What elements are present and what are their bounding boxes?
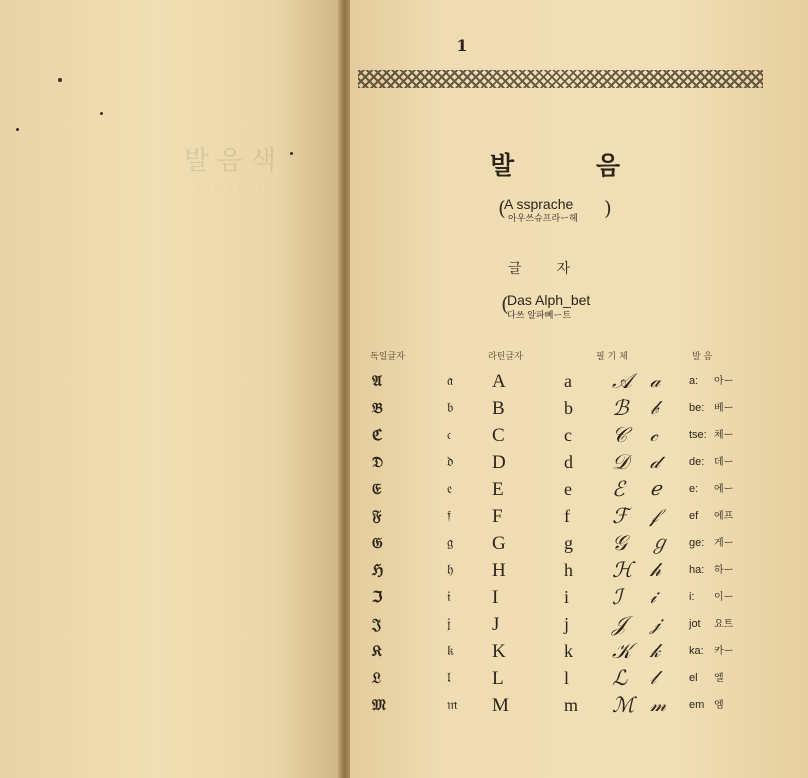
fraktur-lower: 𝔞 (447, 373, 454, 389)
script-lower: 𝓀 (650, 640, 661, 662)
fraktur-lower: 𝔣 (447, 508, 452, 524)
script-upper: 𝒜 (612, 369, 632, 393)
korean-pronunciation: 베ー (714, 403, 734, 414)
latin-upper: G (492, 533, 506, 554)
korean-pronunciation: 요트 (714, 619, 734, 630)
korean-pronunciation: 엘 (714, 673, 724, 684)
script-lower: 𝓁 (650, 667, 657, 689)
pronunciation: i: (689, 591, 695, 603)
script-upper: 𝒟 (612, 450, 629, 474)
korean-pronunciation: 엠 (714, 700, 724, 711)
latin-upper: C (492, 425, 505, 446)
script-lower: 𝒽 (650, 559, 661, 581)
korean-pronunciation: 에프 (714, 511, 734, 522)
fraktur-lower: 𝔤 (447, 535, 454, 551)
pronunciation: el (689, 672, 698, 684)
alphabet-row (0, 665, 808, 692)
latin-lower: b (564, 398, 573, 418)
fraktur-lower: 𝔪 (447, 697, 458, 713)
latin-upper: H (492, 560, 506, 581)
script-upper: 𝒥 (612, 612, 627, 636)
latin-upper: M (492, 695, 509, 716)
paper-speck (16, 128, 19, 131)
column-header-latin: 라틴글자 (488, 352, 523, 362)
latin-upper: B (492, 398, 505, 419)
column-header-pronunciation: 발 음 (692, 352, 713, 362)
fraktur-lower: 𝔦 (447, 589, 451, 605)
script-upper: 𝒞 (612, 423, 628, 447)
fraktur-upper: 𝔏 (372, 669, 381, 687)
column-header-script: 필 기 체 (596, 352, 628, 362)
script-upper: 𝒦 (612, 639, 632, 663)
fraktur-lower: 𝔡 (447, 454, 454, 470)
bleed-through-text: 발 음 색 · · · · · · · (184, 146, 276, 196)
fraktur-lower: 𝔠 (447, 427, 452, 443)
alphabet-row (0, 368, 808, 395)
pronunciation: tse: (689, 429, 707, 441)
fraktur-upper: 𝔅 (372, 399, 383, 417)
pronunciation: ge: (689, 537, 705, 549)
latin-upper: D (492, 452, 506, 473)
open-paren-2: ( (501, 292, 509, 316)
alphabet-row (0, 530, 808, 557)
close-paren: ) (604, 196, 612, 220)
korean-reading-2: 다쓰 알파뻬ー트 (507, 311, 572, 321)
paper-speck (58, 78, 62, 82)
paper-speck (100, 112, 103, 115)
korean-pronunciation: 게ー (714, 538, 734, 549)
script-upper: ℋ (612, 558, 633, 582)
latin-upper: A (492, 371, 506, 392)
title-char-2: 음 (595, 151, 620, 180)
fraktur-upper: 𝔎 (372, 642, 382, 660)
script-lower: 𝒹 (650, 451, 660, 473)
latin-lower: g (564, 533, 573, 553)
script-upper: ℰ (612, 477, 625, 501)
alphabet-row (0, 449, 808, 476)
alphabet-row (0, 638, 808, 665)
alphabet-row (0, 395, 808, 422)
german-title: A ssprache (504, 196, 574, 212)
pronunciation: ka: (689, 645, 704, 657)
fraktur-lower: 𝔟 (447, 400, 454, 416)
fraktur-upper: 𝔊 (372, 534, 383, 552)
alphabet-row (0, 584, 808, 611)
section-char-2: 자 (556, 261, 570, 277)
fraktur-upper: 𝔄 (372, 372, 382, 390)
paper-speck (290, 152, 293, 155)
fraktur-lower: 𝔢 (447, 481, 453, 497)
latin-lower: h (564, 560, 573, 580)
pronunciation: e: (689, 483, 699, 495)
pronunciation: de: (689, 456, 705, 468)
pronunciation: jot (689, 618, 701, 630)
latin-upper: E (492, 479, 504, 500)
latin-upper: K (492, 641, 506, 662)
latin-lower: d (564, 452, 573, 472)
script-lower: 𝒾 (650, 586, 657, 608)
script-lower: ℯ (650, 478, 662, 500)
pronunciation: ha: (689, 564, 705, 576)
script-lower: ℊ (650, 532, 670, 554)
latin-lower: e (564, 479, 572, 499)
latin-upper: L (492, 668, 504, 689)
korean-pronunciation: 하ー (714, 565, 734, 576)
title-char-1: 발 (490, 151, 515, 180)
fraktur-upper: ℭ (372, 426, 383, 444)
script-lower: 𝒸 (650, 424, 658, 446)
latin-upper: J (492, 614, 500, 635)
section-title (508, 258, 570, 278)
script-lower: 𝒶 (650, 370, 661, 392)
script-lower: 𝓂 (650, 694, 667, 716)
fraktur-lower: 𝔧 (447, 616, 451, 632)
fraktur-upper: ℌ (372, 561, 384, 579)
fraktur-upper: 𝔉 (372, 507, 382, 525)
pronunciation: ef (689, 510, 699, 522)
alphabet-row (0, 611, 808, 638)
pronunciation: em (689, 699, 705, 711)
fraktur-upper: 𝔇 (372, 453, 384, 471)
alphabet-row (0, 476, 808, 503)
column-header-fraktur: 독일글자 (370, 352, 405, 362)
page-title (490, 146, 620, 182)
korean-pronunciation: 데ー (714, 457, 734, 468)
script-upper: 𝒢 (612, 531, 627, 555)
script-lower: 𝒿 (650, 613, 661, 635)
pronunciation: a: (689, 375, 699, 387)
latin-lower: c (564, 425, 572, 445)
page-number: 1 (456, 36, 468, 55)
latin-lower: f (564, 506, 570, 526)
korean-pronunciation: 체ー (714, 430, 734, 441)
script-upper: ℱ (612, 504, 629, 528)
section-char-1: 글 (508, 261, 522, 277)
fraktur-upper: 𝔐 (372, 696, 386, 714)
fraktur-lower: 𝔥 (447, 562, 454, 578)
script-upper: ℒ (612, 666, 628, 690)
alphabet-row (0, 557, 808, 584)
alphabet-row (0, 503, 808, 530)
latin-upper: F (492, 506, 503, 527)
korean-pronunciation: 에ー (714, 484, 734, 495)
latin-upper: I (492, 587, 499, 608)
ornamental-border (358, 70, 763, 88)
open-paren: ( (498, 196, 506, 220)
script-upper: ℳ (612, 693, 635, 717)
script-lower: 𝒷 (650, 397, 659, 419)
pronunciation: be: (689, 402, 705, 414)
alphabet-row (0, 422, 808, 449)
fraktur-lower: 𝔩 (447, 670, 451, 686)
german-subtitle: Das Alph_bet (507, 292, 591, 308)
latin-lower: k (564, 641, 573, 661)
korean-reading: 아우쓰슈프라ー헤 (508, 214, 578, 224)
korean-pronunciation: 이ー (714, 592, 734, 603)
latin-lower: a (564, 371, 572, 391)
latin-lower: j (564, 614, 570, 634)
fraktur-upper: 𝔈 (372, 480, 382, 498)
korean-pronunciation: 아ー (714, 376, 734, 387)
fraktur-lower: 𝔨 (447, 643, 454, 659)
script-upper: ℬ (612, 396, 629, 420)
script-lower: 𝒻 (650, 505, 659, 527)
latin-lower: i (564, 587, 570, 607)
latin-lower: m (564, 695, 579, 715)
script-upper: ℐ (612, 585, 622, 609)
korean-pronunciation: 카ー (714, 646, 734, 657)
latin-lower: l (564, 668, 570, 688)
fraktur-upper: ℑ (372, 588, 383, 606)
alphabet-row (0, 692, 808, 719)
fraktur-upper: 𝔍 (372, 615, 382, 633)
